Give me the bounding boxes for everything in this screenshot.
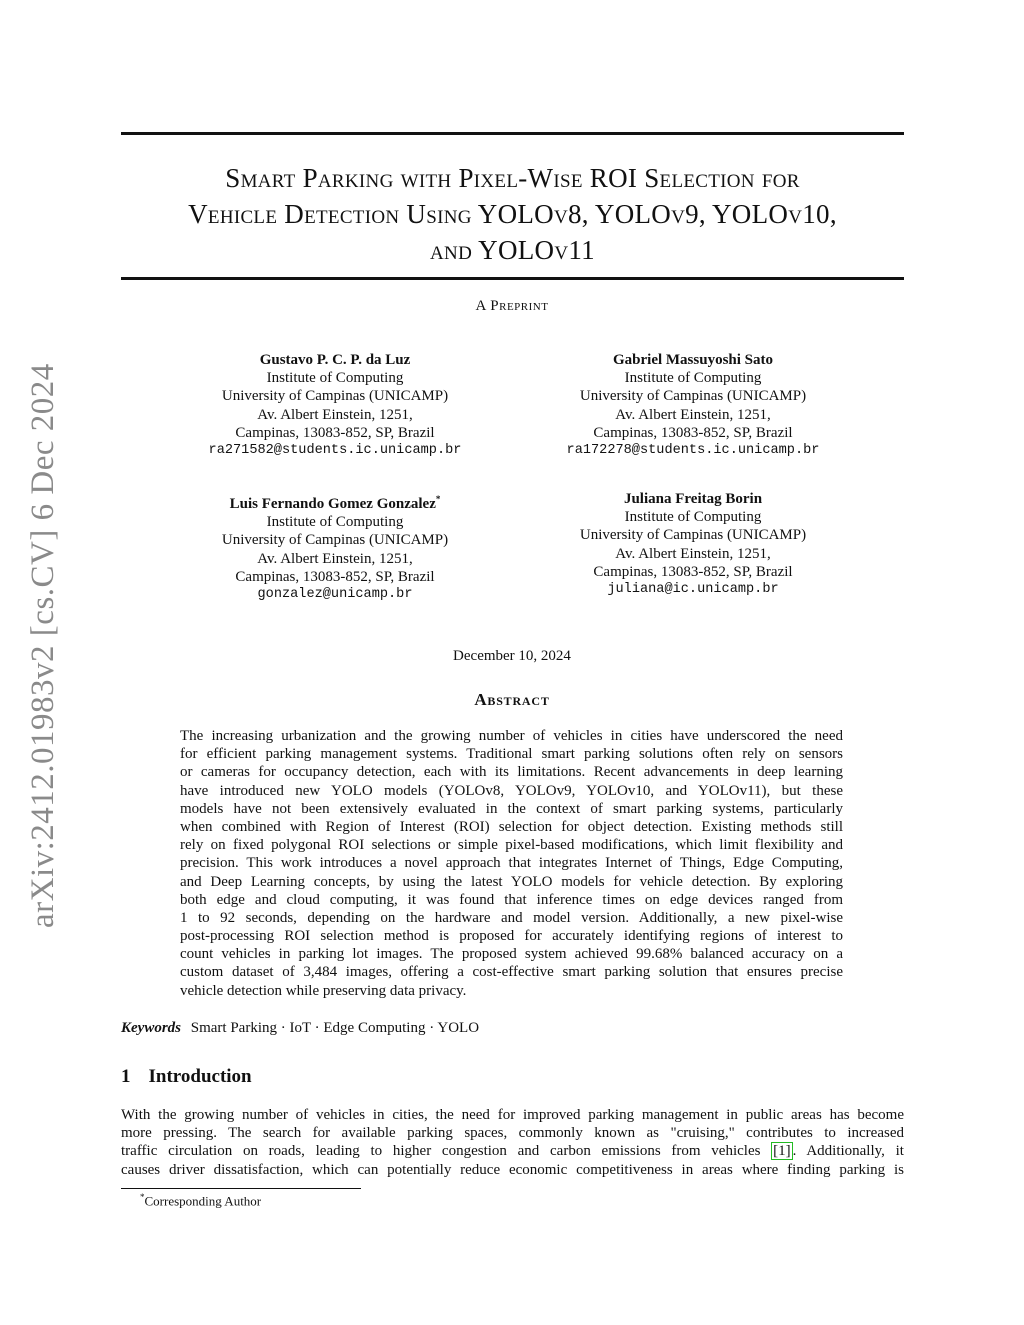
abstract-line: rely on fixed polygonal ROI selections or simple pixel-based modifications, which limit flexibility and [180, 837, 843, 854]
author-university: University of Campinas (UNICAMP) [221, 532, 449, 549]
author-institute: Institute of Computing [624, 509, 762, 526]
paper-title [121, 160, 904, 268]
abstract-line: custom dataset of 3,484 images, offering a cost-effective smart parking solution that ensures precise [180, 964, 843, 981]
author-block [528, 490, 858, 599]
section-title: Introduction [148, 1066, 252, 1087]
author-email[interactable]: ra172278@students.ic.unicamp.br [566, 443, 820, 459]
abstract-heading: Abstract [474, 690, 550, 709]
author-address: Av. Albert Einstein, 1251, [257, 406, 413, 423]
author-institute: Institute of Computing [624, 370, 762, 387]
author-university: University of Campinas (UNICAMP) [579, 527, 807, 544]
author-city: Campinas, 13083-852, SP, Brazil [593, 563, 793, 580]
author-city: Campinas, 13083-852, SP, Brazil [593, 424, 793, 441]
corresponding-author-marker: * [435, 494, 441, 504]
intro-text: traffic circulation on roads, leading to higher congestion and carbon emissions from vehicles [121, 1143, 772, 1160]
keywords-label: Keywords [121, 1020, 181, 1036]
keywords-list: Smart Parking · IoT · Edge Computing · YOLO [190, 1020, 480, 1036]
footnote [140, 1192, 261, 1209]
author-name: Juliana Freitag Borin [623, 491, 763, 507]
keywords [121, 1020, 479, 1037]
author-name-row [170, 490, 500, 513]
abstract-line: or cameras for occupancy detection, each with its limitations. Recent advancements in deep learning [180, 764, 843, 781]
footnote-text: Corresponding Author [144, 1193, 262, 1209]
publication-date: December 10, 2024 [453, 648, 571, 664]
author-email[interactable]: gonzalez@unicamp.br [257, 587, 413, 603]
preprint-label: A Preprint [475, 298, 549, 314]
intro-line: more pressing. The search for available parking spaces, commonly known as "cruising," contributes to increased [121, 1125, 904, 1142]
abstract-line: when combined with Region of Interest (ROI) selection for object detection. Existing methods still [180, 818, 843, 835]
author-city: Campinas, 13083-852, SP, Brazil [235, 568, 435, 585]
section-number: 1 [121, 1066, 131, 1087]
abstract-line: and Deep Learning concepts, by using the latest YOLO models for vehicle detection. By exploring [180, 873, 843, 890]
citation-link[interactable]: [1] [773, 1143, 791, 1160]
author-block [170, 490, 500, 604]
abstract-line: precision. This work introduces a novel approach that integrates Internet of Things, Edge Computing, [180, 855, 843, 872]
author-address: Av. Albert Einstein, 1251, [257, 550, 413, 567]
title-line-2: Vehicle Detection Using YOLOv8, YOLOv9, YOLOv10, [188, 199, 837, 229]
abstract-line: post-processing ROI selection method is proposed for accurately identifying regions of interest to [180, 928, 843, 945]
author-address: Av. Albert Einstein, 1251, [615, 406, 771, 423]
author-block [528, 351, 858, 460]
abstract-body [180, 727, 843, 1000]
author-name: Gustavo P. C. P. da Luz [259, 352, 411, 368]
intro-line [121, 1142, 904, 1160]
author-institute: Institute of Computing [266, 514, 404, 531]
title-line-1: Smart Parking with Pixel-Wise ROI Selection for [225, 163, 800, 193]
abstract-line: vehicle detection while preserving data privacy. [180, 982, 467, 999]
author-email[interactable]: ra271582@students.ic.unicamp.br [208, 443, 462, 459]
author-city: Campinas, 13083-852, SP, Brazil [235, 424, 435, 441]
section-heading-introduction [121, 1066, 252, 1088]
intro-line: causes driver dissatisfaction, which can potentially reduce economic competitiveness in areas where finding parking is [121, 1161, 904, 1178]
abstract-line: models have not been extensively evaluated in the context of smart parking systems, particularly [180, 800, 843, 817]
footnote-marker: * [140, 1192, 145, 1202]
author-block [170, 351, 500, 460]
intro-text: . Additionally, it [792, 1143, 904, 1160]
intro-line: With the growing number of vehicles in cities, the need for improved parking management in public areas has become [121, 1107, 904, 1123]
title-rule-top [121, 132, 904, 135]
author-email[interactable]: juliana@ic.unicamp.br [607, 582, 779, 598]
abstract-line: for efficient parking management systems. Traditional smart parking solutions often rely on sensors [180, 746, 843, 763]
abstract-line: have introduced new YOLO models (YOLOv8, YOLOv9, YOLOv10, and YOLOv11), but these [180, 782, 843, 799]
author-name: Luis Fernando Gomez Gonzalez [229, 496, 436, 512]
footnote-rule [121, 1188, 361, 1189]
abstract-line: The increasing urbanization and the growing number of vehicles in cities have underscored the need [180, 728, 843, 744]
abstract-line: both edge and cloud computing, it was found that inference times on edge devices ranged from [180, 891, 843, 908]
introduction-paragraph [121, 1106, 904, 1179]
arxiv-identifier: arXiv:2412.01983v2 [cs.CV] 6 Dec 2024 [25, 363, 61, 928]
title-rule-bottom [121, 277, 904, 280]
author-name: Gabriel Massuyoshi Sato [612, 352, 774, 368]
title-line-3: and YOLOv11 [430, 235, 595, 265]
author-institute: Institute of Computing [266, 370, 404, 387]
author-address: Av. Albert Einstein, 1251, [615, 545, 771, 562]
abstract-line: count vehicles in parking lot images. The proposed system achieved 99.68% balanced accuracy on a [180, 946, 843, 963]
author-university: University of Campinas (UNICAMP) [579, 388, 807, 405]
author-university: University of Campinas (UNICAMP) [221, 388, 449, 405]
abstract-line: 1 to 92 seconds, depending on the hardware and model version. Additionally, a new pixel-wise [180, 909, 843, 926]
